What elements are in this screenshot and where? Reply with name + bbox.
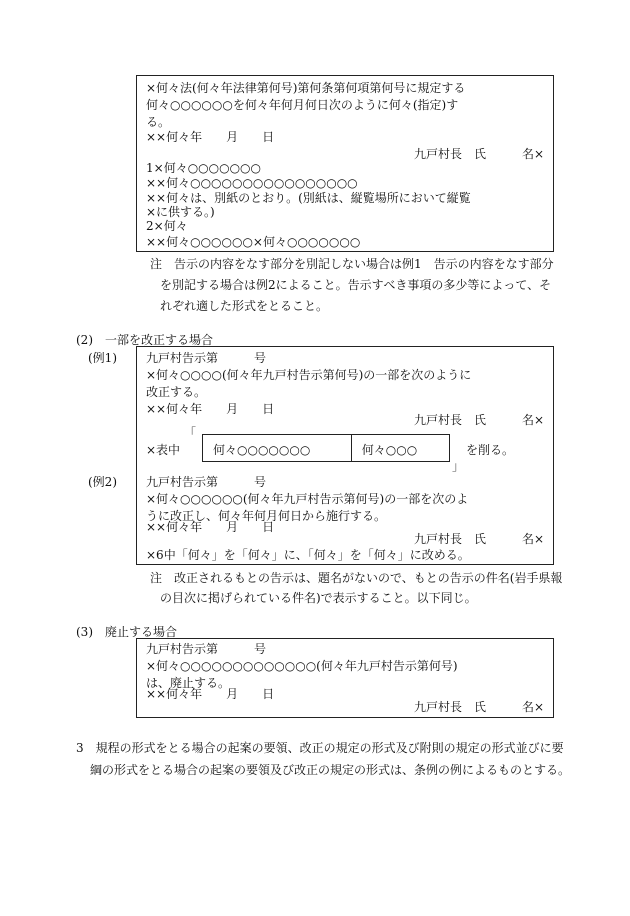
box1-date: ××何々年 月 日	[146, 130, 275, 144]
ex1-line-2: ×何々○○○○(何々年九戸村告示第何号)の一部を次のように	[146, 368, 472, 382]
box1-signature: 九戸村長 氏 名×	[413, 147, 544, 161]
box1-body-6-visible: ××何々○○○○○○×何々○○○○○○○	[146, 235, 361, 249]
ex2-date: ××何々年 月 日	[146, 520, 275, 534]
section-3-heading: (3) 廃止する場合	[76, 625, 177, 639]
ex2-last-line: ×6中「何々」を「何々」に、「何々」を「何々」に改める。	[146, 548, 470, 562]
deleted-item-left-text: 何々○○○○○○○	[213, 443, 311, 457]
ex1-date: ××何々年 月 日	[146, 402, 275, 416]
ex1-signature: 九戸村長 氏 名×	[413, 413, 544, 427]
box1-body-4: ×に供する。)	[146, 205, 215, 219]
section-2-heading: (2) 一部を改正する場合	[76, 333, 213, 347]
sec3-signature: 九戸村長 氏 名×	[413, 700, 544, 714]
deleted-item-table	[202, 434, 450, 462]
ex2-line-3: うに改正し、何々年何月何日から施行する。	[146, 509, 387, 523]
sec3-line-3: は、廃止する。	[146, 676, 231, 690]
ex1-table-suffix: を削る。	[466, 443, 515, 457]
deleted-item-cell-right	[352, 435, 449, 461]
ex2-signature: 九戸村長 氏 名×	[413, 532, 544, 546]
ex1-table-prefix: ×表中	[146, 443, 181, 457]
ex1-line-3: 改正する。	[146, 385, 207, 399]
box1-body-2: ××何々○○○○○○○○○○○○○○○○	[146, 176, 358, 190]
box1-line-3: る。	[146, 115, 171, 129]
ex2-line-1: 九戸村告示第 号	[146, 475, 267, 489]
ex1-open-quote: 「	[184, 426, 197, 440]
note-1-line-3: れぞれ適した形式をとること。	[160, 299, 329, 313]
box1-body-3: ××何々は、別紙のとおり。(別紙は、縦覧場所において縦覧	[146, 191, 471, 205]
note-1-line-2: を別記する場合は例2によること。告示すべき事項の多少等によって、そ	[160, 278, 552, 292]
ex1-close-quote: 」	[452, 459, 465, 473]
box1-body-1: 1×何々○○○○○○○	[146, 161, 261, 175]
box1-line-2: 何々○○○○○○を何々年何月何日次のように何々(指定)す	[146, 98, 459, 112]
sec3-date: ××何々年 月 日	[146, 687, 275, 701]
ex1-line-1: 九戸村告示第 号	[146, 351, 267, 365]
note-2-line-1: 注 改正されるもとの告示は、題名がないので、もとの告示の件名(岩手県報	[150, 571, 563, 585]
sec3-line-2: ×何々○○○○○○○○○○○○○(何々年九戸村告示第何号)	[146, 659, 458, 673]
ex2-line-2: ×何々○○○○○○(何々年九戸村告示第何号)の一部を次のよ	[146, 492, 469, 506]
example-2-label: (例2)	[88, 475, 117, 489]
paragraph-3-line-2: 綱の形式をとる場合の起案の要領及び改正の規定の形式は、条例の例によるものとする。	[90, 763, 571, 777]
paragraph-3-line-1: 3 規程の形式をとる場合の起案の要領、改正の規定の形式及び附則の規定の形式並びに要	[76, 741, 564, 755]
sec3-line-1: 九戸村告示第 号	[146, 642, 267, 656]
example-1-label: (例1)	[88, 351, 117, 365]
box1-line-1: ×何々法(何々年法律第何号)第何条第何項第何号に規定する	[146, 81, 466, 95]
deleted-item-right-text: 何々○○○	[361, 443, 418, 457]
box1-body-5: 2×何々	[146, 219, 188, 233]
note-1-line-1: 注 告示の内容をなす部分を別記しない場合は例1 告示の内容をなす部分	[150, 257, 554, 271]
note-2-line-2: の目次に掲げられている件名)で表示すること。以下同じ。	[160, 591, 477, 605]
deleted-item-cell-left	[203, 435, 352, 461]
